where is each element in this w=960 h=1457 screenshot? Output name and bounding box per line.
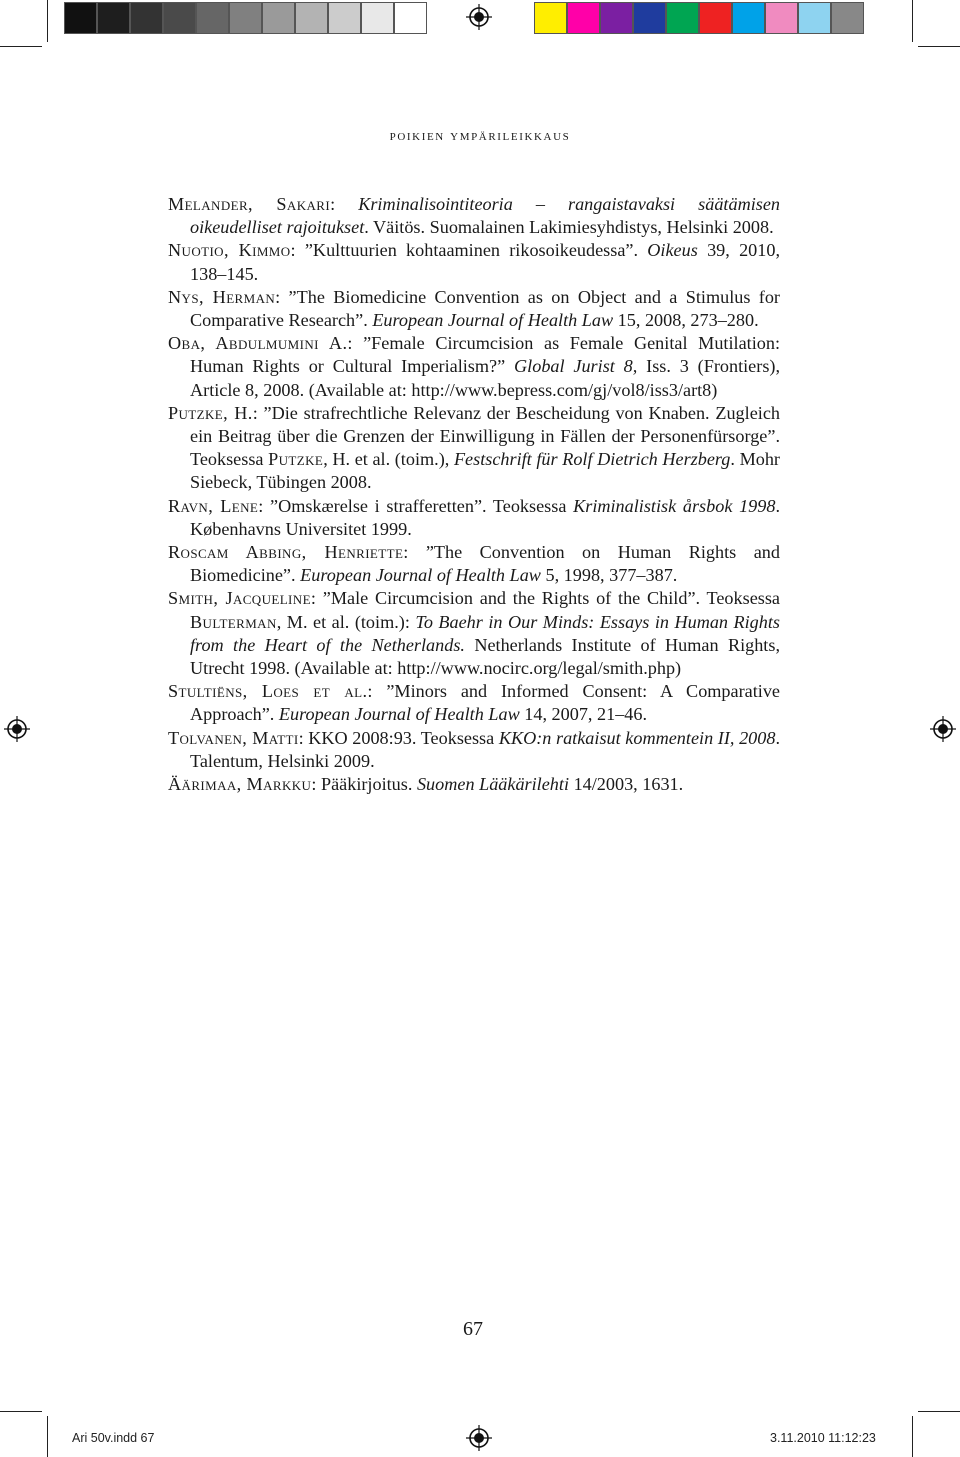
color-swatch [394,2,427,34]
reference-text: 5, 1998, 377–387. [540,565,678,586]
work-title: European Journal of Health Law [278,704,520,725]
color-swatch [666,2,699,34]
crop-mark [918,46,960,47]
crop-mark [912,1416,913,1457]
crop-mark [47,1416,48,1457]
color-swatch [798,2,831,34]
reference-text: : ”Omskærelse i strafferetten”. Teoksessa [258,495,574,516]
reference-text: . Talentum, Helsinki 2009. [190,727,780,771]
author-name: Ravn, Lene [168,495,259,516]
reference-text: Iss. 3 (Frontiers), Article 8, 2008. (Available at: http://www.bepress.com/gj/vol8/iss3/art8) [190,356,780,400]
color-swatch [361,2,394,34]
author-name: Nys, Herman [168,286,276,307]
work-title: Festschrift für Rolf Dietrich Herzberg [453,449,731,470]
work-title: European Journal of Health Law [372,310,614,331]
slug-timestamp: 3.11.2010 11:12:23 [770,1431,876,1445]
color-swatch [831,2,864,34]
color-swatch [633,2,666,34]
reference-text: : ”Kulttuurien kohtaaminen rikosoikeudessa”. [290,240,648,261]
reference-entry [168,587,780,680]
reference-text: , M. et al. (toim.): [276,611,416,632]
running-head: poikien ympärileikkaus [389,128,571,144]
reference-entry [168,239,780,285]
author-name: Äärimaa, Markku [168,774,312,795]
slug-filename: Ari 50v.indd 67 [72,1431,155,1445]
reference-text: 39, 2010, 138–145. [190,240,780,284]
crop-mark [0,46,42,47]
reference-text: 14, 2007, 21–46. [519,704,648,725]
reference-text: : ”Minors and Informed Consent: A Comparative Approach”. [190,681,780,725]
color-swatch [328,2,361,34]
work-title: European Journal of Health Law [300,565,541,586]
reference-text: : KKO 2008:93. Teoksessa [298,727,499,748]
author-name: Putzke, H. [168,402,253,423]
author-name: Stultiëns, Loes et al. [168,681,368,702]
author-name: Roscam Abbing, Henriette [168,542,404,563]
color-swatch [64,2,97,34]
color-swatch [196,2,229,34]
registration-mark-icon [466,4,492,30]
reference-text: 15, 2008, 273–280. [613,310,759,331]
crop-mark [912,0,913,42]
process-color-bar [534,2,864,36]
registration-mark-icon [466,1425,492,1451]
color-swatch [262,2,295,34]
reference-text: : ”The Convention on Human Rights and Biomedicine”. [190,542,780,586]
color-swatch [732,2,765,34]
reference-text: : ”Female Circumcision as Female Genital Mutilation: Human Rights or Cultural Imperialism?” [190,333,780,377]
color-swatch [699,2,732,34]
author-name: Melander, Sakari [168,194,331,214]
registration-mark-icon [930,716,956,742]
reference-text: , H. et al. (toim.), [323,449,454,470]
reference-entry [168,495,780,541]
reference-text: Netherlands Institute of Human Rights, Utrecht 1998. (Available at: http://www.nocirc.org/legal/smith.php) [190,634,780,679]
crop-mark [918,1411,960,1412]
work-title: Kriminalisointiteoria – rangaistavaksi säätämisen oikeudelliset rajoitukset [190,194,780,238]
author-name: Nuotio, Kimmo [168,240,291,261]
reference-text: : ”Die strafrechtliche Relevanz der Bescheidung von Knaben. Zugleich ein Beitrag über die Grenzen der Einwilligung in Fällen der Personenfürsorge”. Teoksessa [190,402,780,470]
author-name: Tolvanen, Matti [168,727,299,748]
reference-entry [168,402,780,495]
color-swatch [600,2,633,34]
crop-mark [0,1411,42,1412]
page-number: 67 [463,1318,483,1340]
registration-mark-icon [4,716,30,742]
work-title: Oikeus [647,240,698,261]
color-swatch [130,2,163,34]
reference-text: : [330,194,359,214]
work-title: KKO:n ratkaisut kommentein II, 2008 [498,727,776,748]
author-name: Bulterman [190,611,277,632]
work-title: To Baehr in Our Minds: Essays in Human Rights from the Heart of the Netherlands. [190,611,780,655]
work-title: Kriminalistisk årsbok 1998 [573,495,776,516]
reference-entry [168,727,780,773]
color-swatch [295,2,328,34]
reference-entry [168,773,780,796]
reference-entry [168,332,780,402]
reference-text: : Pääkirjoitus. [311,774,417,795]
work-title: Global Jurist 8, [514,356,638,377]
bibliography-list [168,193,780,796]
author-name: Putzke [268,449,324,470]
reference-text: . Mohr Siebeck, Tübingen 2008. [190,449,780,493]
color-swatch [97,2,130,34]
color-swatch [567,2,600,34]
reference-entry [168,286,780,332]
color-swatch [534,2,567,34]
reference-text: . Väitös. Suomalainen Lakimiesyhdistys, Helsinki 2008. [364,217,774,238]
reference-entry [168,193,780,239]
reference-entry [168,541,780,587]
color-swatch [765,2,798,34]
reference-text: : ”The Biomedicine Convention as on Object and a Stimulus for Comparative Research”. [190,286,780,331]
author-name: Smith, Jacqueline [168,588,311,609]
reference-text: : ”Male Circumcision and the Rights of the Child”. Teoksessa [310,588,780,609]
reference-text: 14/2003, 1631. [569,774,684,795]
color-swatch [163,2,196,34]
color-swatch [229,2,262,34]
crop-mark [47,0,48,42]
work-title: Suomen Lääkärilehti [416,774,570,795]
reference-entry [168,680,780,726]
author-name: Oba, Abdulmumini A. [168,333,348,354]
grayscale-color-bar [64,2,427,36]
reference-text: . Københavns Universitet 1999. [190,495,781,539]
